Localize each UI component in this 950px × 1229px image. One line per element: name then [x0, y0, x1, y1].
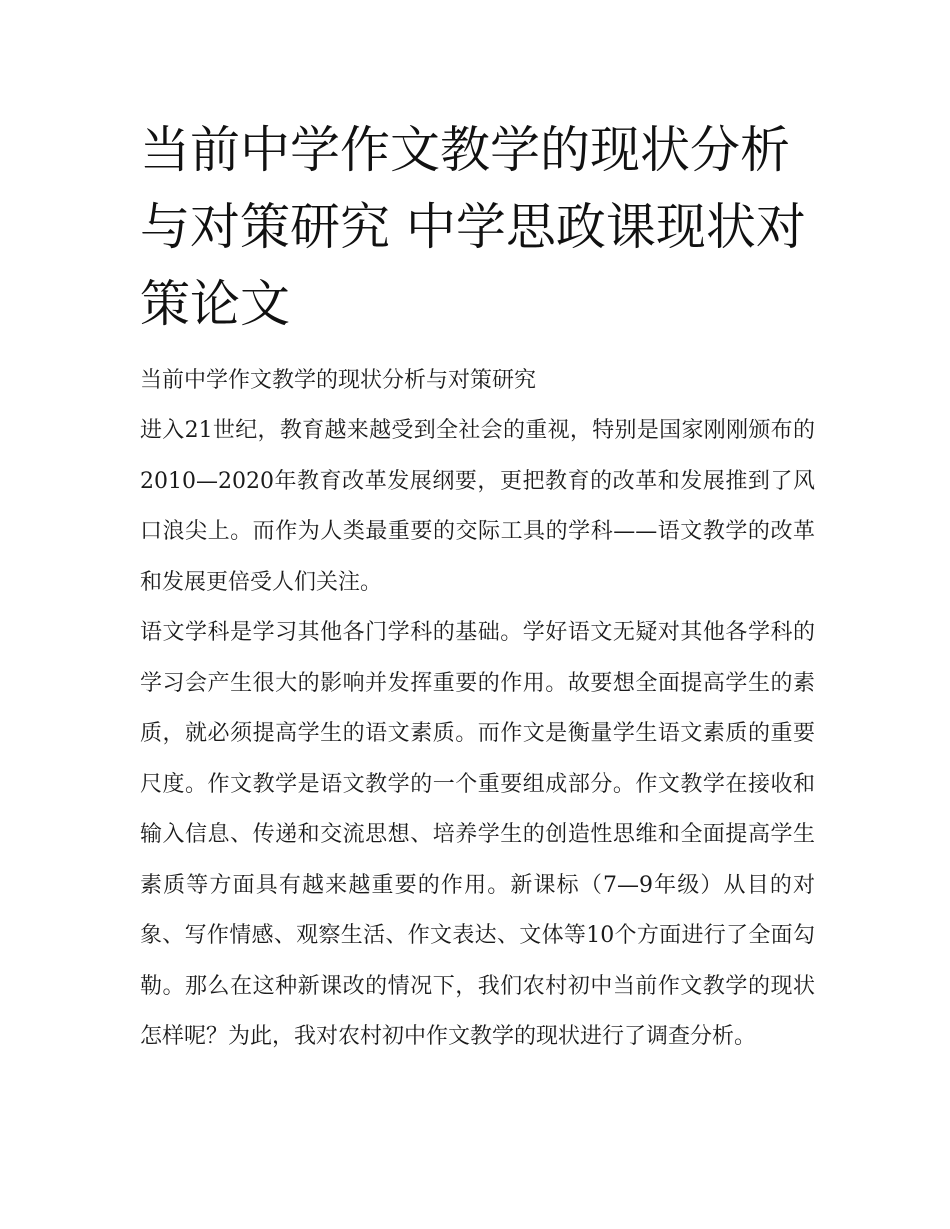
document-title: 当前中学作文教学的现状分析与对策研究 中学思政课现状对策论文 — [140, 121, 806, 333]
paragraph-main: 语文学科是学习其他各门学科的基础。学好语文无疑对其他各学科的学习会产生很大的影响并发挥重要的作用。故要想全面提高学生的素质，就必须提高学生的语文素质。而作文是衡量学生语文素质的重要尺度。作文教学是语文教学的一个重要组成部分。作文教学在接收和输入信息、传递和交流思想、培养学生的创造性思维和全面提高学生素质等方面具有越来越重要的作用。新课标（7—9年级）从目的对象、写作情感、观察生活、作文表达、文体等10个方面进行了全面勾勒。那么在这种新课改的情况下，我们农村初中当前作文教学的现状怎样呢？为此，我对农村初中作文教学的现状进行了调查分析。 — [140, 620, 815, 1049]
document-subtitle: 当前中学作文教学的现状分析与对策研究 — [140, 368, 537, 393]
document-body — [140, 356, 815, 1063]
paragraph-intro: 进入21世纪，教育越来越受到全社会的重视，特别是国家刚刚颁布的2010—2020年教育改革发展纲要，更把教育的改革和发展推到了风口浪尖上。而作为人类最重要的交际工具的学科——语文教学的改革和发展更倍受人们关注。 — [140, 418, 815, 595]
